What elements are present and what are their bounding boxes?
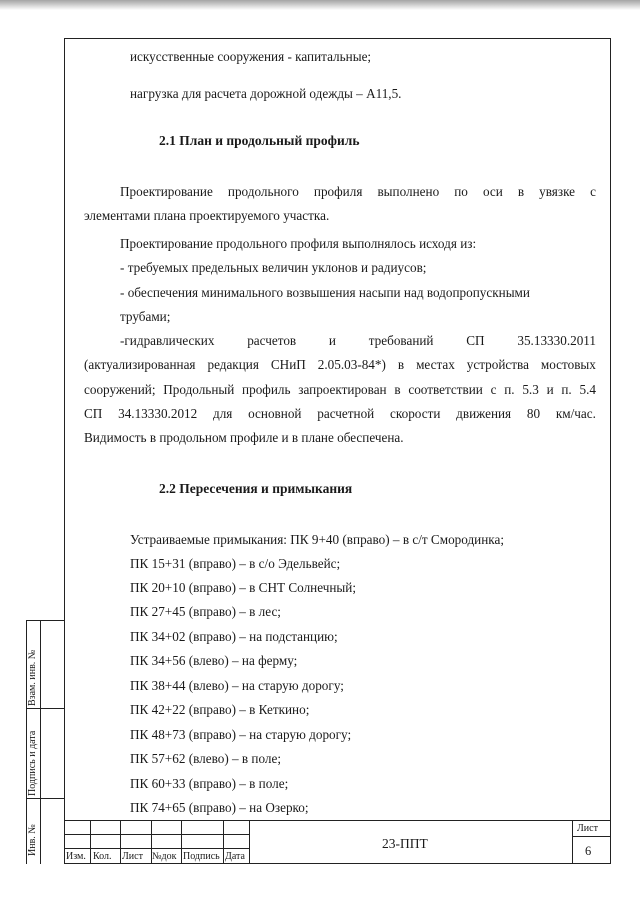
- word: выполнено: [377, 184, 440, 199]
- junction-item: Устраиваемые примыкания: ПК 9+40 (вправо) – в с/т Смородинка;: [130, 532, 505, 547]
- word: расчетной: [317, 406, 375, 421]
- word: мостовых: [540, 357, 596, 372]
- junction-item: ПК 57+62 (влево) – в поле;: [130, 751, 282, 766]
- junction-item: ПК 60+33 (вправо) – в поле;: [130, 776, 289, 791]
- word: оси: [482, 184, 503, 199]
- word: 2.05.03-84*): [317, 357, 386, 372]
- sheet-number: 6: [585, 844, 592, 858]
- word: устройства: [466, 357, 529, 372]
- junction-item: ПК 42+22 (вправо) – в Кеткино;: [130, 702, 310, 717]
- bullet-line: [120, 333, 596, 349]
- word: -гидравлических: [120, 333, 215, 348]
- word: в: [394, 382, 401, 397]
- sheet-label: Лист: [577, 823, 598, 834]
- word: и: [328, 333, 336, 348]
- word: местах: [416, 357, 455, 372]
- word: 5.4: [579, 382, 596, 397]
- word: редакция: [207, 357, 259, 372]
- word: основной: [248, 406, 302, 421]
- tb-header-kol: Кол.: [93, 851, 112, 862]
- word: профиля: [313, 184, 363, 199]
- junction-item: ПК 34+56 (влево) – на ферму;: [130, 653, 298, 668]
- paragraph-line: [84, 406, 596, 422]
- text-line: искусственные сооружения - капитальные;: [130, 49, 372, 64]
- paragraph-line: [84, 357, 596, 373]
- word: 35.13330.2011: [517, 333, 596, 348]
- word: в: [517, 184, 525, 199]
- word: профиль: [242, 382, 291, 397]
- word: км/час.: [555, 406, 596, 421]
- tb-header-izm: Изм.: [66, 851, 86, 862]
- document-code: 23-ППТ: [382, 836, 428, 851]
- junction-item: ПК 74+65 (вправо) – на Озерко;: [130, 800, 309, 815]
- word: расчетов: [247, 333, 297, 348]
- word: для: [212, 406, 233, 421]
- bullet-line: - обеспечения минимального возвышения насыпи над водопропускными: [120, 285, 530, 300]
- word: и: [546, 382, 554, 397]
- word: требований: [368, 333, 434, 348]
- word: скорости: [390, 406, 441, 421]
- word: по: [454, 184, 468, 199]
- junction-item: ПК 48+73 (вправо) – на старую дорогу;: [130, 727, 352, 742]
- word: запроектирован: [298, 382, 387, 397]
- word: (актуализированная: [84, 357, 196, 372]
- junction-item: ПК 27+45 (вправо) – в лес;: [130, 604, 281, 619]
- word: п.: [561, 382, 572, 397]
- tb-header-list: Лист: [122, 851, 143, 862]
- word: продольного: [227, 184, 299, 199]
- word: СНиП: [270, 357, 306, 372]
- stamp-label-podpis: Подпись и дата: [27, 730, 38, 796]
- word: 80: [526, 406, 541, 421]
- text-line: нагрузка для расчета дорожной одежды – А11,5.: [130, 86, 402, 101]
- word: увязке: [539, 184, 576, 199]
- paragraph-line: Видимость в продольном профиле и в плане обеспечена.: [84, 430, 404, 445]
- word: СП: [84, 406, 103, 421]
- word: сооружений;: [84, 382, 156, 397]
- tb-header-data: Дата: [225, 851, 245, 862]
- junction-item: ПК 15+31 (вправо) – в с/о Эдельвейс;: [130, 556, 341, 571]
- paragraph-line: [84, 382, 596, 398]
- word: 34.13330.2012: [118, 406, 198, 421]
- word: соответствии: [408, 382, 483, 397]
- word: 5.3: [522, 382, 539, 397]
- word: в: [397, 357, 405, 372]
- side-stamp: [26, 620, 64, 864]
- word: Продольный: [163, 382, 235, 397]
- paragraph-line: Проектирование продольного профиля выполнялось исходя из:: [120, 236, 477, 251]
- word: с: [590, 184, 596, 199]
- bullet-line: трубами;: [120, 309, 171, 324]
- word: движения: [456, 406, 512, 421]
- paragraph-line: элементами плана проектируемого участка.: [84, 208, 330, 223]
- section-heading-2-2: 2.2 Пересечения и примыкания: [159, 481, 353, 496]
- junction-item: ПК 38+44 (влево) – на старую дорогу;: [130, 678, 344, 693]
- stamp-label-inv: Инв. №: [27, 824, 38, 856]
- tb-header-ndok: №док: [152, 851, 177, 862]
- word: с: [490, 382, 497, 397]
- tb-header-podpis: Подпись: [183, 851, 220, 862]
- word: Проектирование: [120, 184, 213, 199]
- junction-item: ПК 34+02 (вправо) – на подстанцию;: [130, 629, 338, 644]
- scan-top-edge: [0, 0, 640, 10]
- bullet-line: - требуемых предельных величин уклонов и радиусов;: [120, 260, 427, 275]
- title-block: [64, 820, 611, 864]
- word: СП: [466, 333, 485, 348]
- word: п.: [504, 382, 515, 397]
- junction-item: ПК 20+10 (вправо) – в СНТ Солнечный;: [130, 580, 357, 595]
- section-heading-2-1: 2.1 План и продольный профиль: [159, 133, 360, 148]
- stamp-label-vzam: Взам. инв. №: [27, 649, 38, 706]
- paragraph-line: [120, 184, 596, 200]
